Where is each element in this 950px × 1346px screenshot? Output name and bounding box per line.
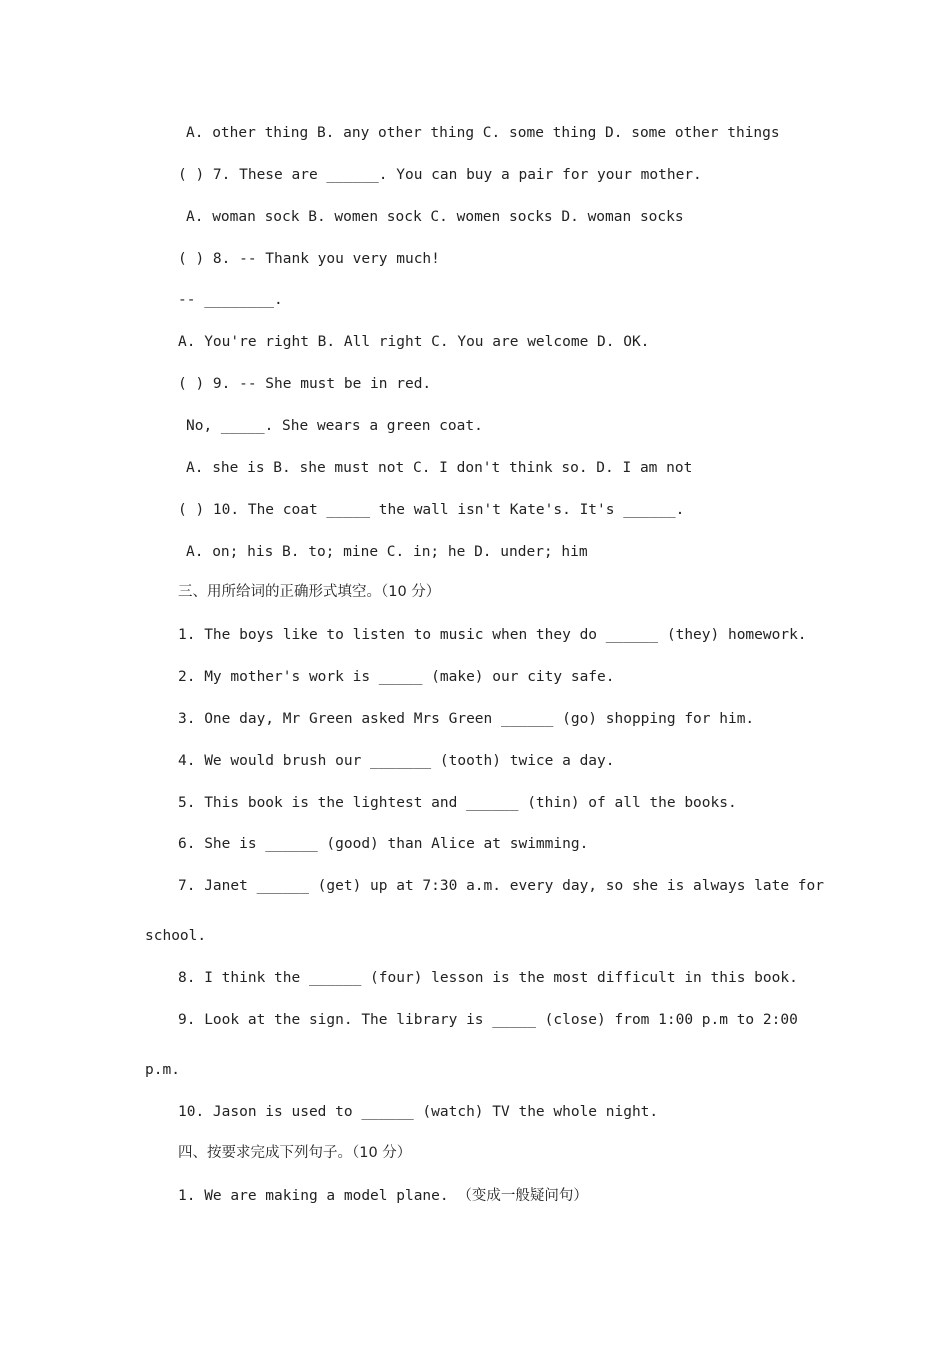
q9-stem: ( ) 9. -- She must be in red.	[178, 376, 432, 392]
section4-heading: 四、按要求完成下列句子。（10 分）	[178, 1145, 412, 1161]
section3-item-1: 1. The boys like to listen to music when they do ______ (they) homework.	[178, 627, 807, 643]
q10-options: A. on; his B. to; mine C. in; he D. under; him	[186, 544, 588, 560]
q8-options: A. You're right B. All right C. You are welcome D. OK.	[178, 334, 650, 350]
section3-item-3: 3. One day, Mr Green asked Mrs Green ______ (go) shopping for him.	[178, 711, 755, 727]
section3-item-4: 4. We would brush our _______ (tooth) twice a day.	[178, 753, 615, 769]
q9-reply: No, _____. She wears a green coat.	[186, 418, 483, 434]
section3-item-6: 6. She is ______ (good) than Alice at swimming.	[178, 836, 589, 852]
section3-item-2: 2. My mother's work is _____ (make) our city safe.	[178, 669, 615, 685]
section3-item-7: 7. Janet ______ (get) up at 7:30 a.m. every day, so she is always late for	[178, 878, 825, 894]
section3-item-5: 5. This book is the lightest and ______ (thin) of all the books.	[178, 795, 737, 811]
q8-stem: ( ) 8. -- Thank you very much!	[178, 251, 440, 267]
q7-stem: ( ) 7. These are ______. You can buy a pair for your mother.	[178, 167, 702, 183]
section3-heading: 三、用所给词的正确形式填空。（10 分）	[178, 584, 441, 600]
section4-item-1: 1. We are making a model plane. （变成一般疑问句）	[178, 1188, 588, 1204]
q6-options: A. other thing B. any other thing C. some thing D. some other things	[186, 125, 780, 141]
section3-item-10: 10. Jason is used to ______ (watch) TV the whole night.	[178, 1104, 659, 1120]
q10-stem: ( ) 10. The coat _____ the wall isn't Kate's. It's ______.	[178, 502, 685, 518]
q7-options: A. woman sock B. women sock C. women socks D. woman socks	[186, 209, 684, 225]
q8-reply: -- ________.	[178, 292, 283, 308]
section3-item-8: 8. I think the ______ (four) lesson is the most difficult in this book.	[178, 970, 798, 986]
section3-item-9-wrap: p.m.	[145, 1062, 180, 1078]
q9-options: A. she is B. she must not C. I don't think so. D. I am not	[186, 460, 693, 476]
section3-item-9: 9. Look at the sign. The library is _____ (close) from 1:00 p.m to 2:00	[178, 1012, 798, 1028]
section3-item-7-wrap: school.	[145, 928, 207, 944]
